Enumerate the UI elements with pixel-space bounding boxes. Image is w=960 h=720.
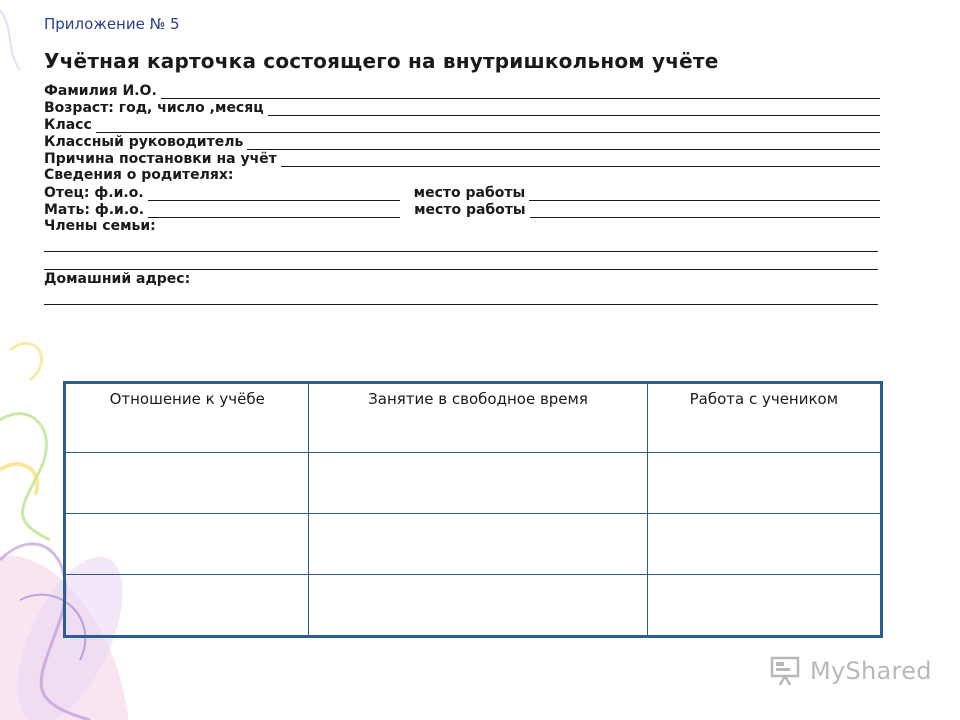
field-age-line[interactable] — [268, 103, 880, 116]
address-line[interactable] — [44, 288, 878, 305]
decor-swirl-yellow-2 — [10, 343, 41, 380]
table-cell[interactable] — [647, 514, 881, 575]
table-cell[interactable] — [65, 453, 309, 514]
family-line-2[interactable] — [44, 253, 878, 270]
decor-swirl-green — [0, 414, 50, 540]
field-class — [44, 116, 880, 133]
table-cell[interactable] — [65, 575, 309, 637]
table-cell[interactable] — [647, 453, 881, 514]
field-father-label: Отец: ф.и.о. — [44, 185, 144, 201]
watermark-text: MyShared — [810, 657, 932, 685]
field-father-line[interactable] — [148, 188, 400, 201]
field-mother-label: Мать: ф.и.о. — [44, 202, 145, 218]
field-surname — [44, 82, 880, 99]
field-father-work-line[interactable] — [529, 188, 880, 201]
field-teacher-label: Классный руководитель — [44, 134, 244, 150]
table-row — [65, 575, 882, 637]
table-header-row — [65, 383, 882, 453]
page-title: Учётная карточка состоящего на внутришкольном учёте — [44, 49, 719, 73]
watermark — [770, 656, 932, 686]
family-line-1[interactable] — [44, 235, 878, 252]
table-cell[interactable] — [309, 453, 647, 514]
field-class-label: Класс — [44, 117, 92, 133]
field-reason — [44, 150, 880, 167]
field-class-line[interactable] — [96, 120, 880, 133]
field-surname-label: Фамилия И.О. — [44, 83, 157, 99]
field-father-work-label: место работы — [413, 185, 526, 201]
field-mother-work-line[interactable] — [530, 205, 880, 218]
field-reason-label: Причина постановки на учёт — [44, 151, 277, 167]
decor-swirl-yellow — [0, 464, 37, 495]
field-age — [44, 99, 880, 116]
header-free-time: Занятие в свободное время — [309, 383, 647, 453]
form-content — [44, 14, 894, 306]
parents-heading: Сведения о родителях: — [44, 167, 234, 183]
appendix-label: Приложение № 5 — [44, 15, 180, 33]
decor-swirl-top — [0, 10, 20, 70]
field-teacher — [44, 133, 880, 150]
record-table — [63, 381, 883, 638]
field-surname-line[interactable] — [161, 86, 880, 99]
field-age-label: Возраст: год, число ,месяц — [44, 100, 264, 116]
field-mother-line[interactable] — [148, 205, 400, 218]
field-teacher-line[interactable] — [247, 137, 880, 150]
table-cell[interactable] — [65, 514, 309, 575]
field-father — [44, 184, 880, 201]
table-cell[interactable] — [309, 575, 647, 637]
table-cell[interactable] — [309, 514, 647, 575]
family-heading: Члены семьи: — [44, 218, 156, 234]
table-row — [65, 453, 882, 514]
header-study-attitude: Отношение к учёбе — [65, 383, 309, 453]
address-heading: Домашний адрес: — [44, 271, 191, 287]
form-fields — [44, 82, 894, 305]
header-student-work: Работа с учеником — [647, 383, 881, 453]
field-mother-work-label: место работы — [414, 202, 526, 218]
table-row — [65, 514, 882, 575]
presentation-board-icon — [770, 656, 804, 686]
field-mother — [44, 201, 880, 218]
table-cell[interactable] — [647, 575, 881, 637]
field-reason-line[interactable] — [281, 154, 880, 167]
